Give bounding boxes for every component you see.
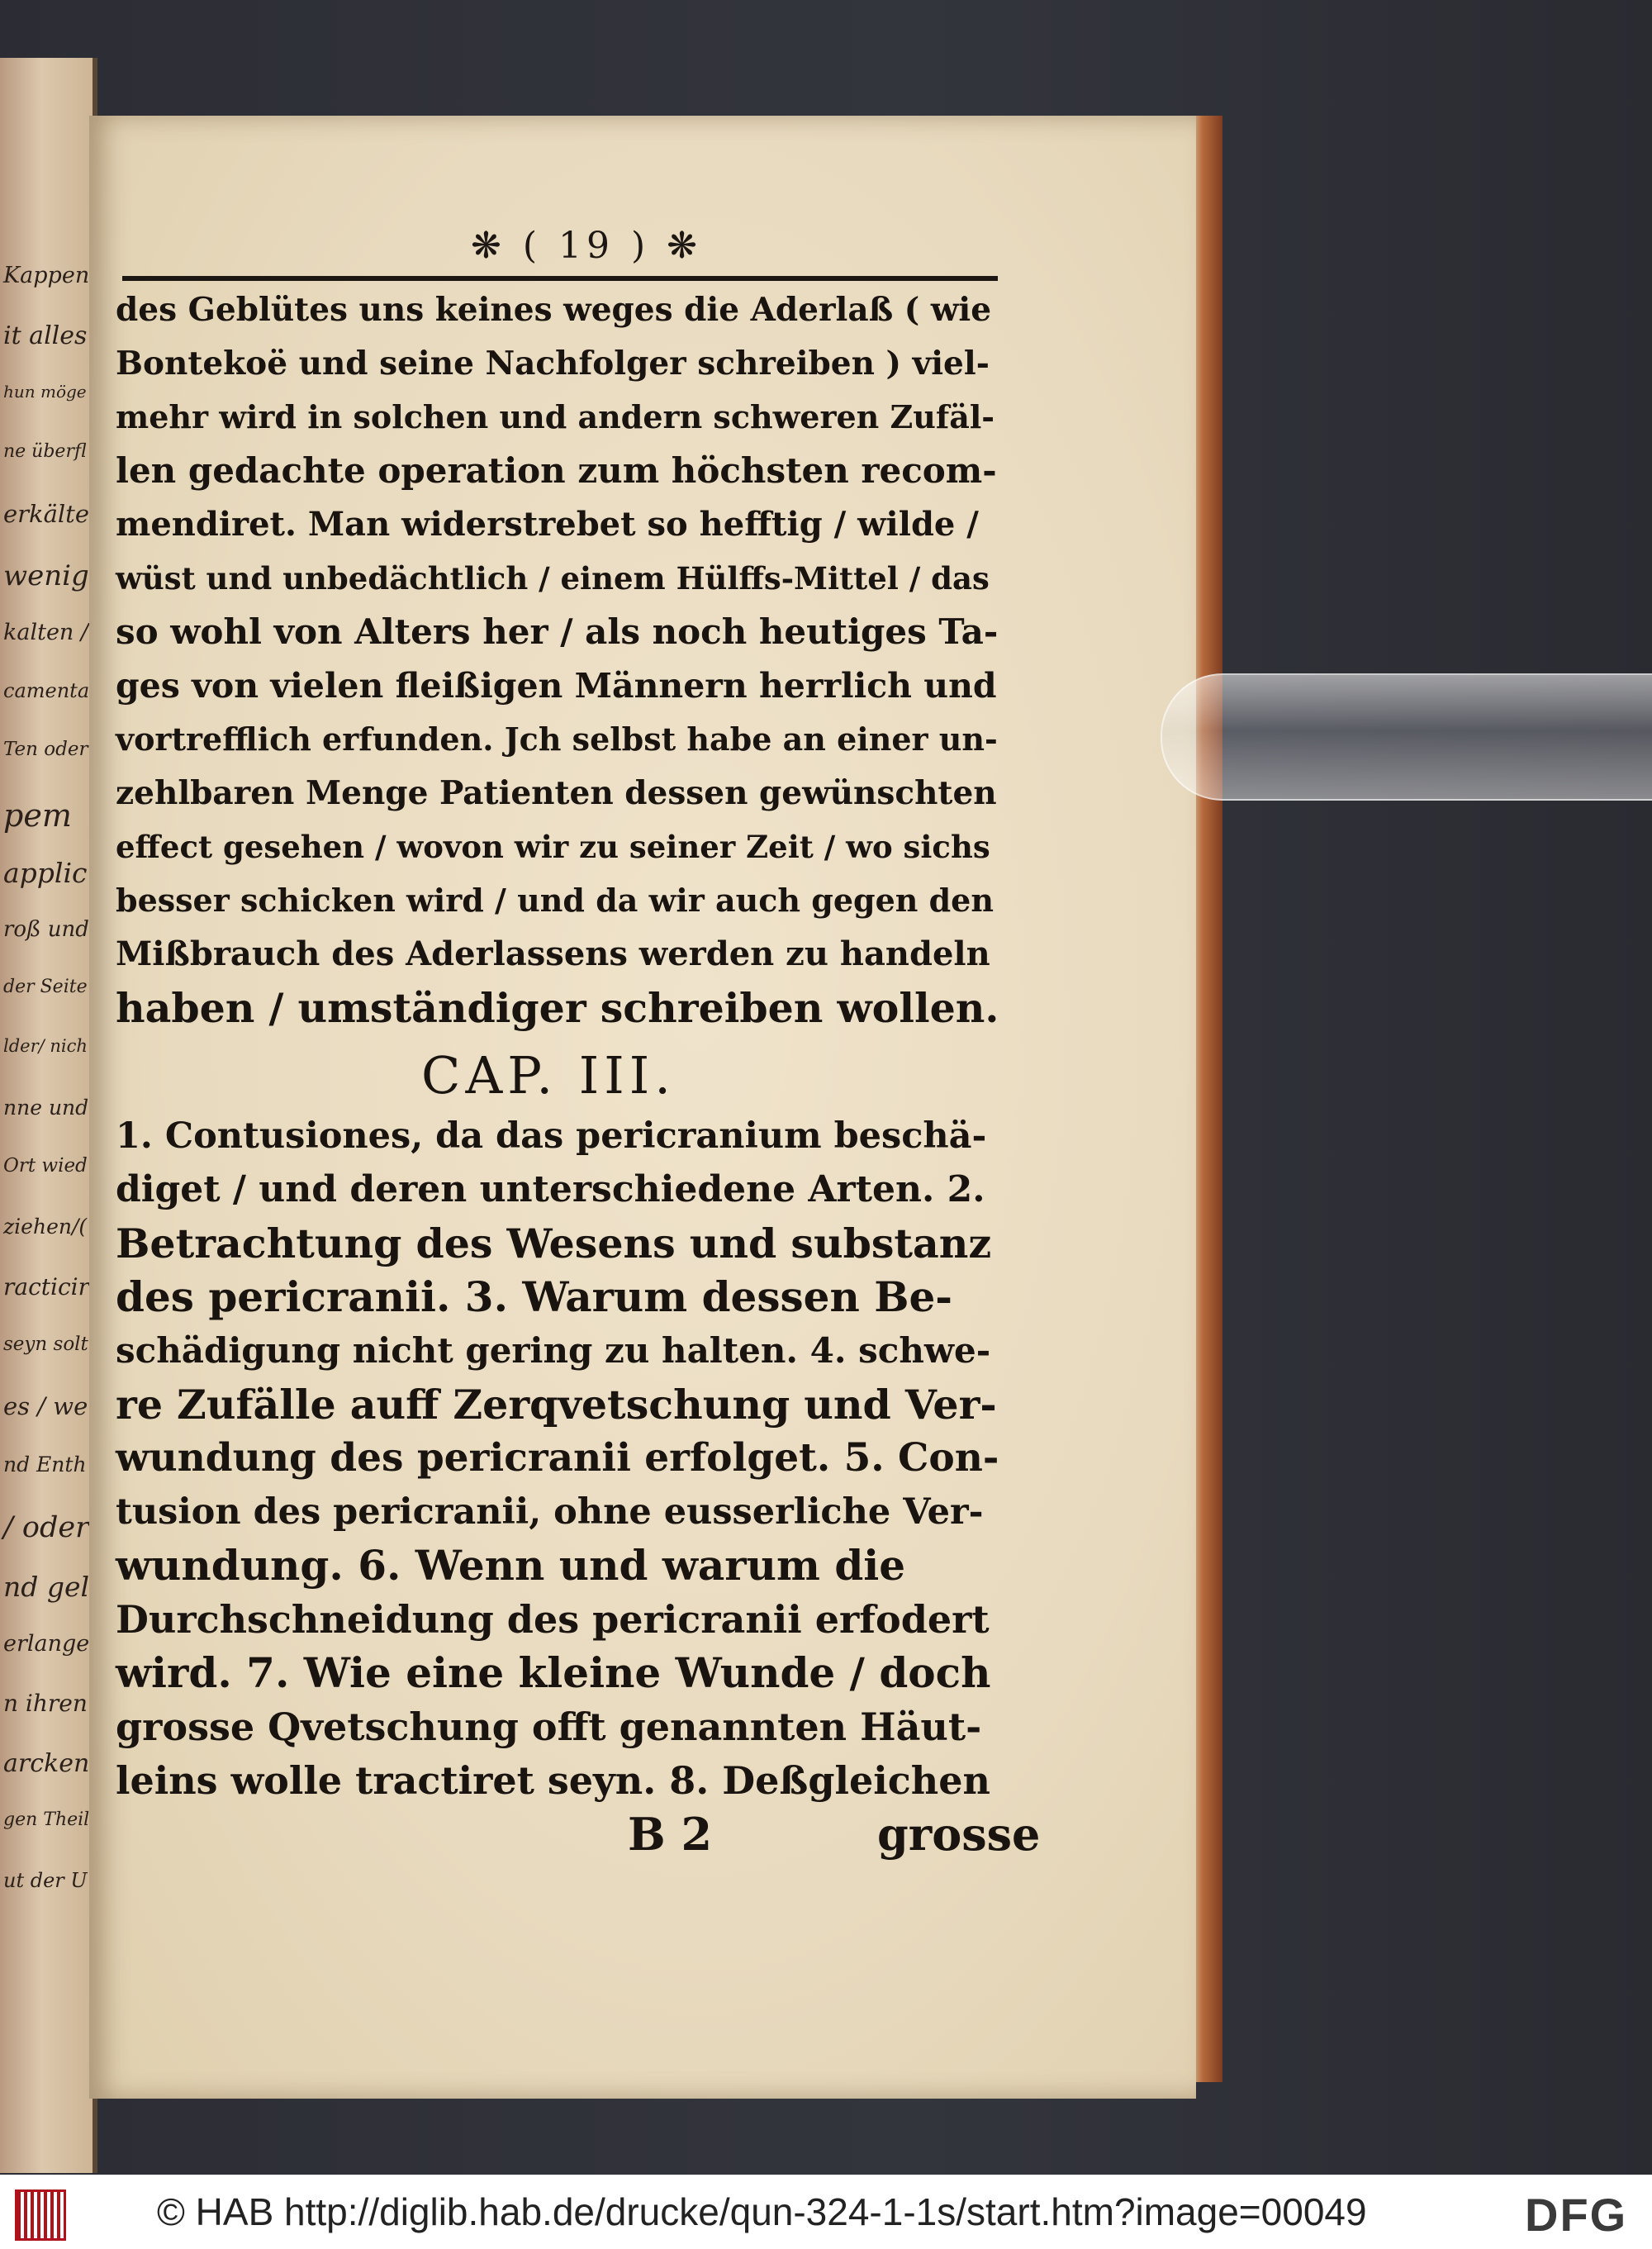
- left-page-fragment: nd gel: [3, 1571, 90, 1603]
- left-page-fragment: lder/ nich: [3, 1036, 88, 1056]
- head-rule: [122, 276, 998, 281]
- text-line: Mißbrauch des Aderlassens werden zu handeln: [116, 934, 990, 973]
- page-running-head: ❋ ( 19 ) ❋: [471, 225, 702, 267]
- summary-line: des pericranii. 3. Warum dessen Be-: [116, 1272, 953, 1321]
- text-line: haben / umständiger schreiben wollen.: [116, 984, 999, 1032]
- text-line: wüst und unbedächtlich / einem Hülffs-Mittel / das: [116, 560, 990, 597]
- left-page-fragment: Ten oder: [3, 739, 88, 760]
- left-page-fragment: erkälte: [3, 500, 89, 528]
- summary-line: Durchschneidung des pericranii erfodert: [116, 1597, 990, 1642]
- summary-line: wundung. 6. Wenn und warum die: [116, 1541, 906, 1590]
- left-page-fragment: ziehen/(: [3, 1215, 88, 1239]
- summary-line: schädigung nicht gering zu halten. 4. schwe-: [116, 1330, 991, 1371]
- summary-line: leins wolle tractiret seyn. 8. Deßgleichen: [116, 1758, 990, 1803]
- copyright-credit: © HAB http://diglib.hab.de/drucke/qun-324-1-1s/start.htm?image=00049: [157, 2190, 1367, 2233]
- left-page-fragment: seyn solt: [3, 1334, 88, 1355]
- left-page-fragment: roß und: [3, 917, 89, 942]
- footer-bar: [0, 2175, 1652, 2249]
- text-line: vortrefflich erfunden. Jch selbst habe an einer un-: [116, 720, 998, 758]
- left-page-fragment: erlange: [3, 1631, 90, 1657]
- left-page-fragment: der Seite: [3, 977, 88, 997]
- left-page-fragment: camenta: [3, 679, 90, 702]
- text-line: Bontekoë und seine Nachfolger schreiben ) viel-: [116, 345, 990, 383]
- chapter-title: CAP. III.: [421, 1045, 676, 1105]
- barcode-icon: [15, 2190, 66, 2241]
- left-page-fragment: es / we: [3, 1392, 88, 1420]
- summary-line: wird. 7. Wie eine kleine Wunde / doch: [116, 1648, 991, 1697]
- previous-page-edge: [0, 58, 97, 2173]
- summary-line: 1. Contusiones, da das pericranium beschä-: [116, 1115, 987, 1157]
- left-page-fragment: / oder: [3, 1511, 89, 1544]
- left-page-fragment: gen Theil: [3, 1809, 90, 1830]
- left-page-fragment: pem: [3, 797, 72, 834]
- left-page-fragment: ut der U: [3, 1869, 88, 1892]
- glass-page-clip: [1161, 673, 1652, 801]
- left-page-fragment: racticir: [3, 1273, 89, 1300]
- summary-line: tusion des pericranii, ohne eusserliche Ver-: [116, 1491, 984, 1533]
- left-page-fragment: kalten /: [3, 620, 88, 645]
- summary-line: re Zufälle auff Zerqvetschung und Ver-: [116, 1381, 997, 1429]
- left-page-fragment: Ort wied: [3, 1155, 88, 1177]
- left-page-fragment: n ihren: [3, 1690, 88, 1717]
- text-line: des Geblütes uns keines weges die Aderlaß ( wie: [116, 291, 992, 329]
- left-page-fragment: nne und: [3, 1096, 89, 1120]
- summary-line: diget / und deren unterschiedene Arten. 2.: [116, 1168, 985, 1210]
- left-page-fragment: it alles: [3, 321, 88, 350]
- text-line: len gedachte operation zum höchsten recom-: [116, 450, 997, 491]
- text-line: besser schicken wird / und da wir auch gegen den: [116, 882, 994, 919]
- summary-line: grosse Qvetschung offt genannten Häut-: [116, 1705, 982, 1749]
- summary-line: wundung des pericranii erfolget. 5. Con-: [116, 1435, 999, 1481]
- left-page-fragment: wenig: [3, 559, 89, 592]
- left-page-fragment: Kappen: [3, 263, 90, 288]
- dfg-logo: DFG: [1525, 2189, 1628, 2241]
- summary-line: Betrachtung des Wesens und substanz: [116, 1220, 992, 1267]
- signature-mark: B 2: [628, 1808, 713, 1861]
- left-page-fragment: ne überfl: [3, 441, 87, 462]
- left-page-fragment: applic: [3, 857, 88, 889]
- left-page-fragment: hun möge: [3, 382, 87, 402]
- left-page-fragment: nd Enth: [3, 1453, 87, 1476]
- text-line: mendiret. Man widerstrebet so hefftig / wilde /: [116, 505, 979, 544]
- left-page-fragment: arcken: [3, 1749, 90, 1778]
- text-line: mehr wird in solchen und andern schweren Zufäl-: [116, 398, 995, 435]
- text-line: ges von vielen fleißigen Männern herrlich und: [116, 666, 997, 706]
- text-line: effect gesehen / wovon wir zu seiner Zeit / wo sichs: [116, 829, 990, 865]
- text-line: zehlbaren Menge Patienten dessen gewünschten: [116, 774, 997, 812]
- text-line: so wohl von Alters her / als noch heutiges Ta-: [116, 611, 999, 652]
- catchword: grosse: [877, 1808, 1041, 1861]
